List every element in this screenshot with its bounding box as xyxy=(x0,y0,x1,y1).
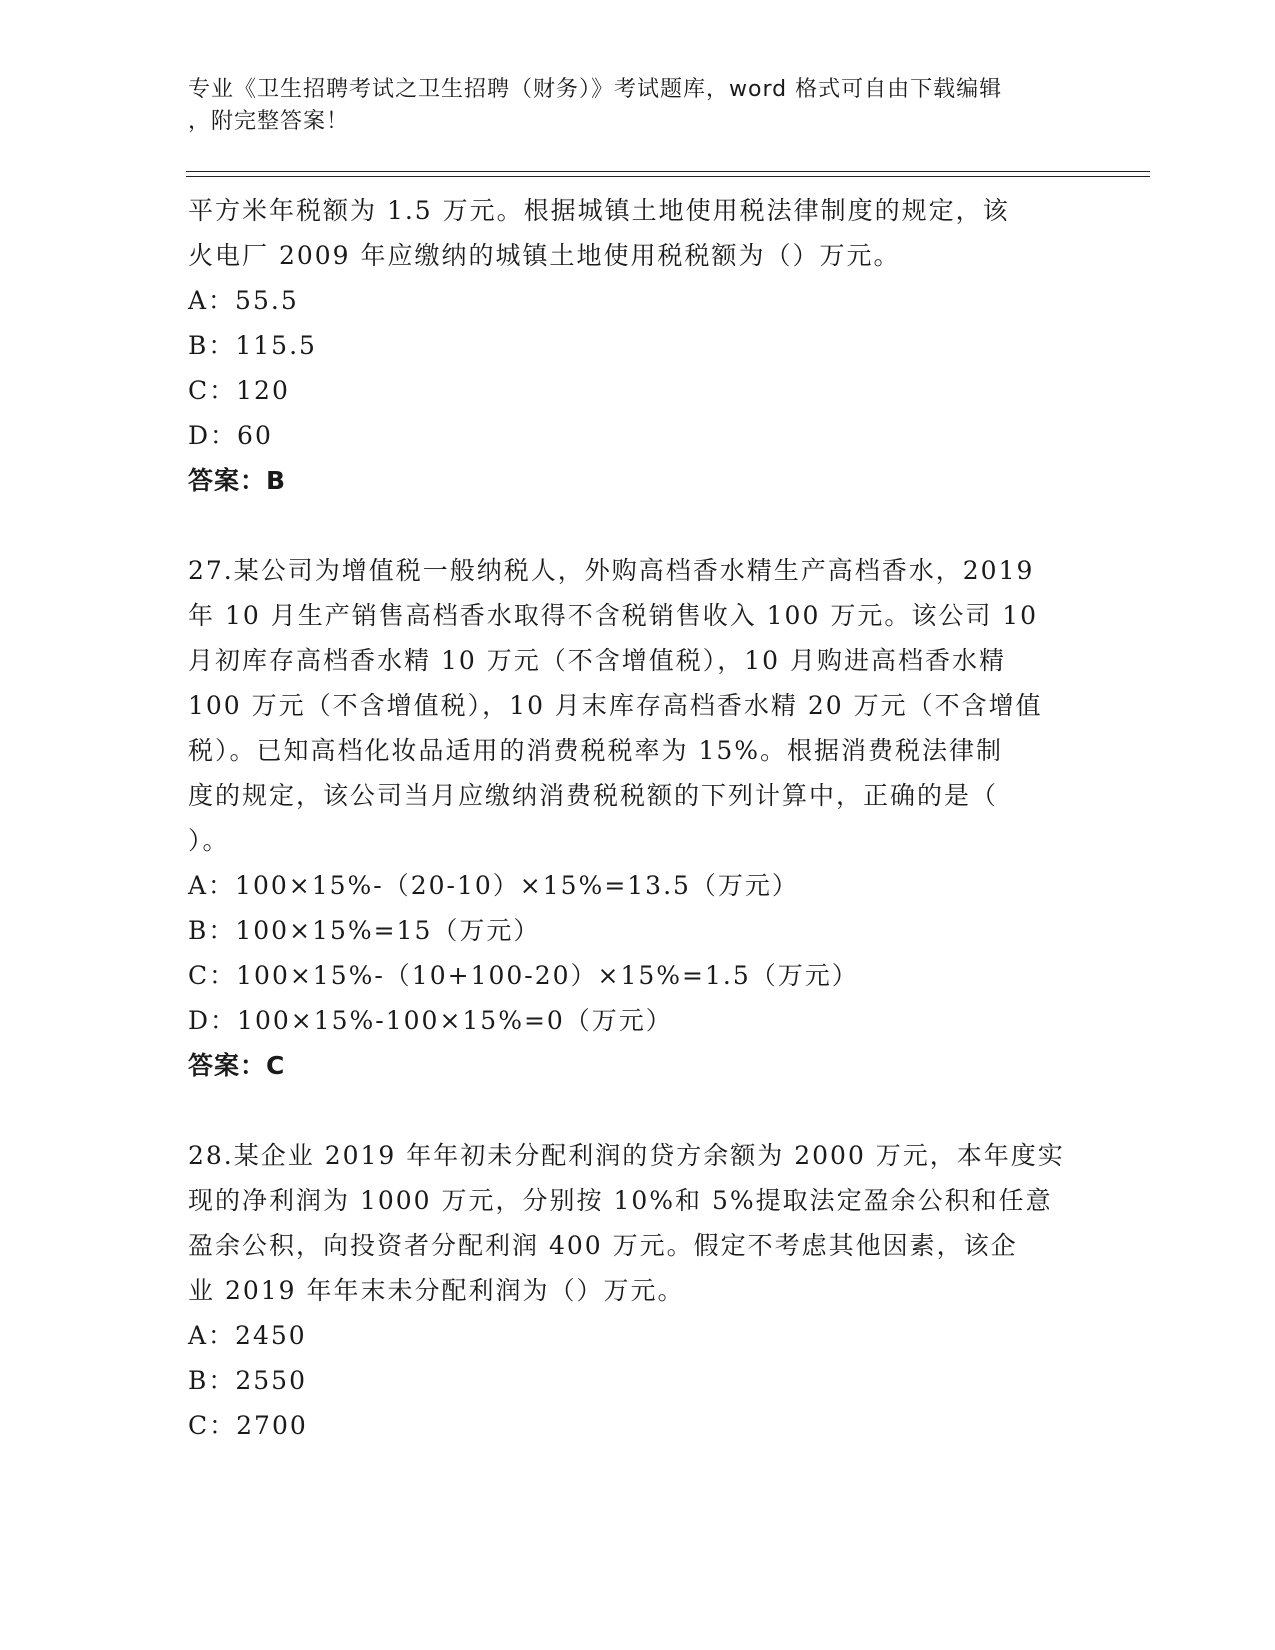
question-stem-line: 28.某企业 2019 年年初未分配利润的贷方余额为 2000 万元，本年度实 xyxy=(188,1141,1065,1170)
header-line-1: 专业《卫生招聘考试之卫生招聘（财务）》考试题库，word 格式可自由下载编辑 xyxy=(188,77,1003,102)
question-stem-line: 现的净利润为 1000 万元，分别按 10%和 5%提取法定盈余公积和任意 xyxy=(188,1186,1053,1215)
question-stem-line: 平方米年税额为 1.5 万元。根据城镇土地使用税法律制度的规定，该 xyxy=(188,196,1010,225)
option-b: B：2550 xyxy=(188,1366,307,1395)
document-header xyxy=(188,74,1068,138)
option-a: A：100×15%-（20-10）×15%=13.5（万元） xyxy=(188,871,799,900)
answer-label: 答案：C xyxy=(188,1051,286,1080)
question-26 xyxy=(188,188,1088,503)
question-27 xyxy=(188,548,1088,1088)
option-a: A：2450 xyxy=(188,1321,307,1350)
question-stem-line: 业 2019 年年末未分配利润为（）万元。 xyxy=(188,1276,685,1305)
option-b: B：100×15%=15（万元） xyxy=(188,916,541,945)
header-divider-top xyxy=(186,171,1150,172)
option-b: B：115.5 xyxy=(188,331,317,360)
option-c: C：100×15%-（10+100-20）×15%=1.5（万元） xyxy=(188,961,859,990)
header-divider-bottom xyxy=(186,176,1150,177)
question-28 xyxy=(188,1133,1088,1448)
question-gap xyxy=(188,503,1088,548)
question-stem-line: 盈余公积，向投资者分配利润 400 万元。假定不考虑其他因素，该企 xyxy=(188,1231,1018,1260)
question-stem-line: 100 万元（不含增值税），10 月末库存高档香水精 20 万元（不含增值 xyxy=(188,691,1043,720)
answer-label: 答案：B xyxy=(188,466,287,495)
header-line-2: ，附完整答案！ xyxy=(188,109,350,134)
question-stem-line: ）。 xyxy=(188,826,230,855)
question-stem-line: 月初库存高档香水精 10 万元（不含增值税），10 月购进高档香水精 xyxy=(188,646,1006,675)
option-d: D：60 xyxy=(188,421,273,450)
option-c: C：120 xyxy=(188,376,290,405)
option-c: C：2700 xyxy=(188,1411,308,1440)
question-stem-line: 27.某公司为增值税一般纳税人，外购高档香水精生产高档香水，2019 xyxy=(188,556,1035,585)
question-stem-line: 火电厂 2009 年应缴纳的城镇土地使用税税额为（）万元。 xyxy=(188,241,901,270)
option-a: A：55.5 xyxy=(188,286,299,315)
option-d: D：100×15%-100×15%=0（万元） xyxy=(188,1006,673,1035)
question-stem-line: 税）。已知高档化妆品适用的消费税税率为 15%。根据消费税法律制 xyxy=(188,736,1004,765)
question-stem-line: 度的规定，该公司当月应缴纳消费税税额的下列计算中，正确的是（ xyxy=(188,781,999,810)
question-stem-line: 年 10 月生产销售高档香水取得不含税销售收入 100 万元。该公司 10 xyxy=(188,601,1039,630)
question-list xyxy=(188,188,1088,1448)
question-gap xyxy=(188,1088,1088,1133)
